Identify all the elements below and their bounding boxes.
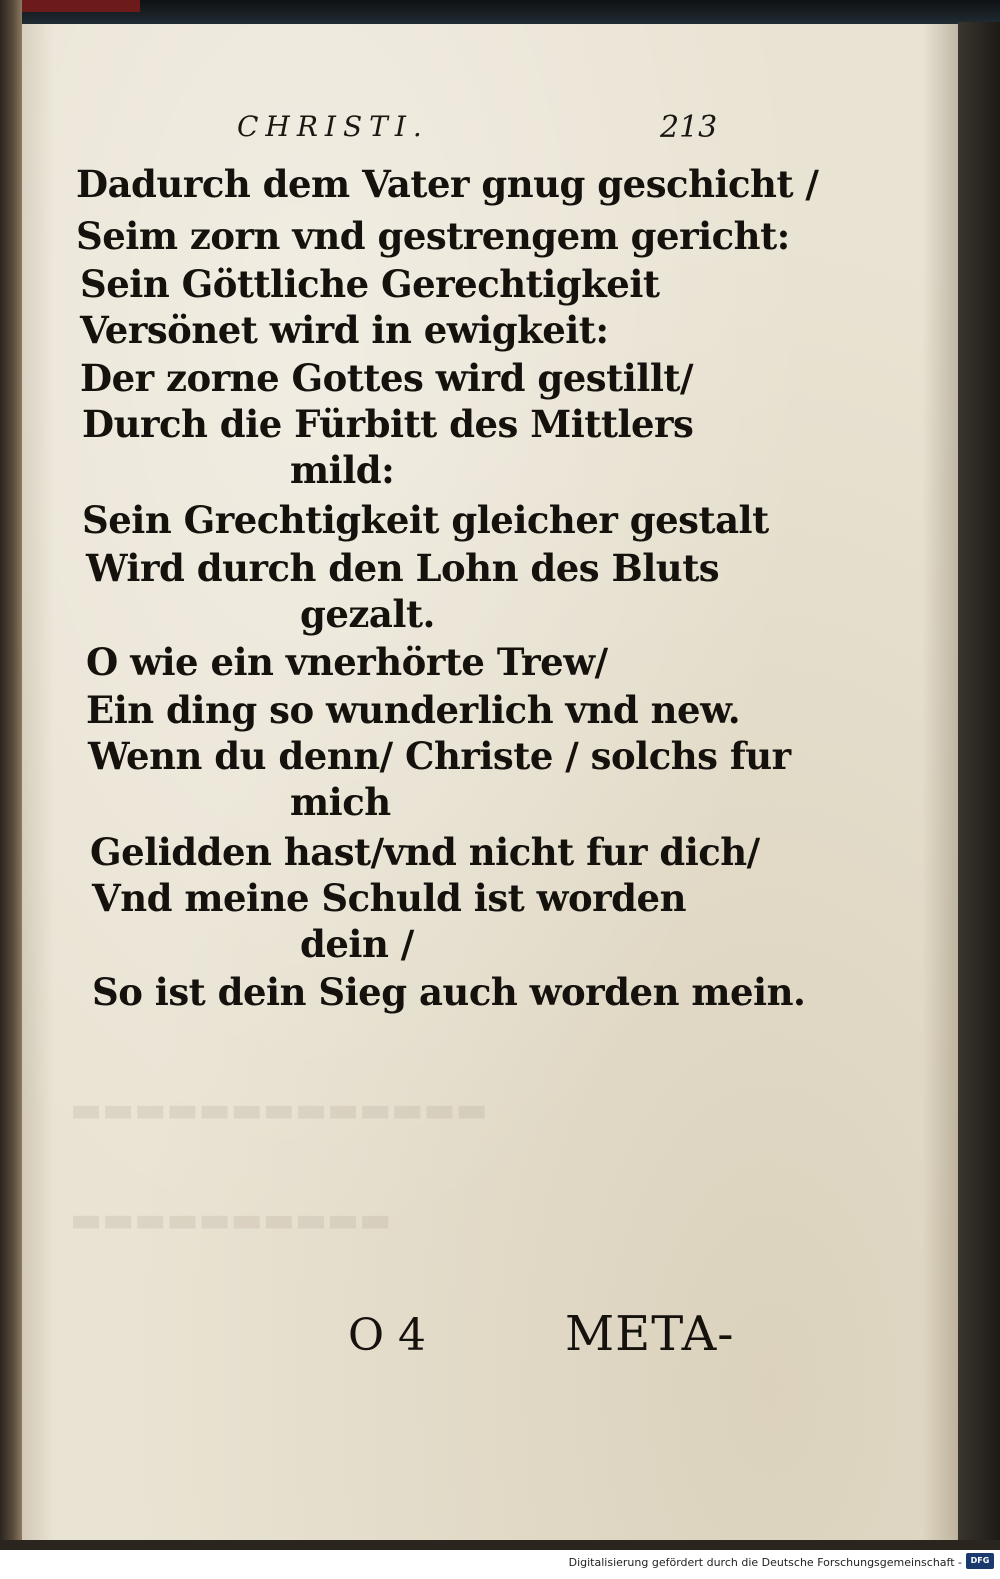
running-head: CHRISTI. — [237, 110, 429, 143]
verse-line: mich — [290, 780, 391, 824]
verse-line: Versönet wird in ewigkeit: — [80, 308, 609, 352]
verse-line: Wird durch den Lohn des Bluts — [86, 546, 720, 590]
page-number: 213 — [660, 110, 718, 145]
verse-line: Der zorne Gottes wird gestillt/ — [80, 356, 693, 400]
verse-line: Ein ding so wunderlich vnd new. — [86, 688, 741, 732]
show-through-ghost: ▬▬▬▬▬▬▬▬▬▬▬▬▬ — [70, 1090, 488, 1130]
verse-line: dein / — [300, 922, 414, 966]
verse-line: Seim zorn vnd gestrengem gericht: — [76, 214, 790, 258]
verse-line: Durch die Fürbitt des Mittlers — [82, 402, 694, 446]
dfg-logo-icon: DFG — [966, 1553, 994, 1569]
credit-text: Digitalisierung gefördert durch die Deutsche Forschungsgemeinschaft - — [568, 1556, 962, 1569]
verse-line: So ist dein Sieg auch worden mein. — [92, 970, 806, 1014]
verse-line: Gelidden hast/vnd nicht fur dich/ — [90, 830, 760, 874]
book-spine — [0, 0, 22, 1545]
signature-mark: O 4 — [348, 1310, 427, 1361]
verse-line: mild: — [290, 448, 395, 492]
show-through-ghost: ▬▬▬▬▬▬▬▬▬▬ — [70, 1200, 392, 1240]
book-bottom-edge — [0, 1540, 1000, 1550]
verse-line: Wenn du denn/ Christe / solchs fur — [88, 734, 791, 778]
verse-line: Sein Grechtigkeit gleicher gestalt — [82, 498, 769, 542]
verse-line: Sein Göttliche Gerechtigkeit — [80, 262, 660, 306]
verse-line: Vnd meine Schuld ist worden — [92, 876, 686, 920]
verse-line: Dadurch dem Vater gnug geschicht / — [76, 162, 819, 206]
verse-line: O wie ein vnerhörte Trew/ — [86, 640, 608, 684]
verse-line: gezalt. — [300, 592, 435, 636]
book-right-edge — [958, 22, 1000, 1542]
catchword: META- — [565, 1306, 735, 1362]
